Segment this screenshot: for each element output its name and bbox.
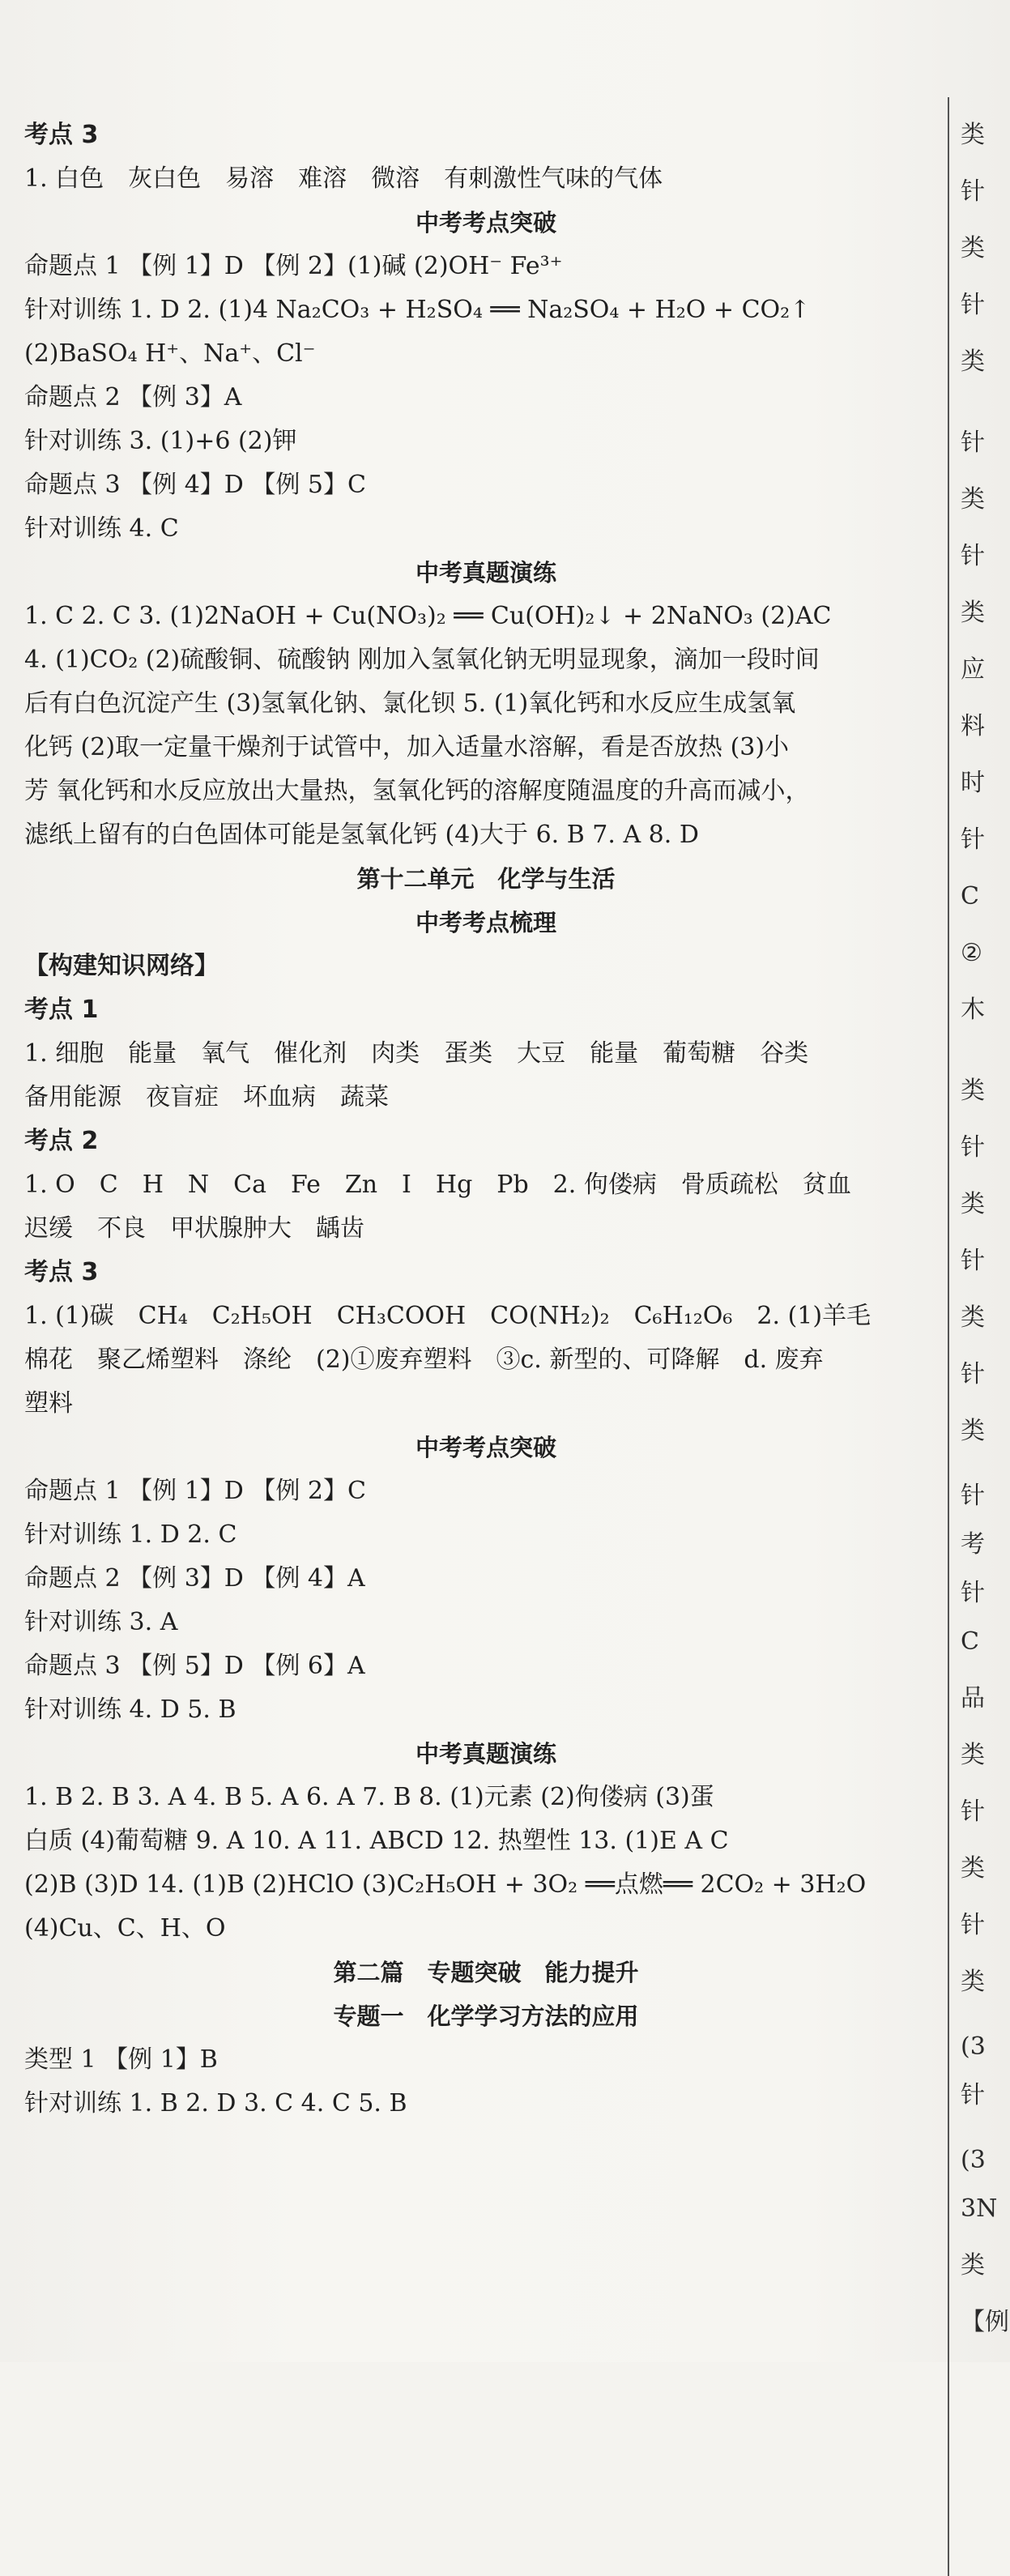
right-column-char: 应 bbox=[961, 655, 985, 684]
right-column-char: 针 bbox=[961, 1482, 985, 1510]
right-column-char: 木 bbox=[961, 996, 985, 1024]
right-column-char: 针 bbox=[961, 1360, 985, 1388]
right-column-char: 类 bbox=[961, 1854, 985, 1883]
right-column-char: (3 bbox=[961, 2146, 986, 2174]
right-column-char: 针 bbox=[961, 1911, 985, 1939]
section-label: 考点 3 bbox=[24, 1258, 99, 1286]
answer-line: (2)B (3)D 14. (1)B (2)HClO (3)C₂H₅OH + 3O₂ ══点燃══ 2CO₂ + 3H₂O bbox=[24, 1870, 867, 1899]
right-column-char: 针 bbox=[961, 542, 985, 570]
answer-column bbox=[24, 113, 948, 2126]
right-column-char: 类 bbox=[961, 1968, 985, 1996]
answer-line: 命题点 2 【例 3】A bbox=[24, 383, 242, 412]
answer-line: 针对训练 1. D 2. (1)4 Na₂CO₃ + H₂SO₄ ══ Na₂SO₄ + H₂O + CO₂↑ bbox=[24, 296, 811, 324]
right-column-char: 针 bbox=[961, 177, 985, 206]
answer-line: 滤纸上留有的白色固体可能是氢氧化钙 (4)大于 6. B 7. A 8. D bbox=[24, 821, 699, 849]
section-label: 【构建知识网络】 bbox=[24, 952, 219, 980]
right-column-char: 针 bbox=[961, 291, 985, 319]
section-title: 专题一 化学学习方法的应用 bbox=[333, 2002, 639, 2030]
right-column-char: 类 bbox=[961, 1077, 985, 1105]
right-column-char: 针 bbox=[961, 1579, 985, 1607]
right-column-char: 针 bbox=[961, 1247, 985, 1275]
right-column-char: 类 bbox=[961, 1417, 985, 1445]
right-column-char: C bbox=[961, 1627, 979, 1656]
right-column-fragment bbox=[956, 0, 1010, 2362]
section-title: 第二篇 专题突破 能力提升 bbox=[333, 1959, 639, 1986]
right-column-char: 类 bbox=[961, 485, 985, 514]
right-column-char: 3N bbox=[961, 2194, 998, 2223]
right-column-char: 针 bbox=[961, 429, 985, 457]
answer-line: 芳 氧化钙和水反应放出大量热，氢氧化钙的溶解度随温度的升高而减小， bbox=[24, 777, 810, 805]
answer-line: 命题点 3 【例 4】D 【例 5】C bbox=[24, 471, 366, 499]
right-column-char: 类 bbox=[961, 234, 985, 262]
answer-line: 命题点 1 【例 1】D 【例 2】(1)碱 (2)OH⁻ Fe³⁺ bbox=[24, 252, 563, 280]
answer-line: 针对训练 3. (1)+6 (2)钾 bbox=[24, 427, 297, 455]
answer-line: 后有白色沉淀产生 (3)氢氧化钠、氯化钡 5. (1)氧化钙和水反应生成氢氧 bbox=[24, 689, 796, 718]
answer-line: 命题点 3 【例 5】D 【例 6】A bbox=[24, 1652, 365, 1680]
section-title: 中考考点梳理 bbox=[415, 909, 556, 936]
column-divider bbox=[948, 97, 949, 2576]
right-column-char: 类 bbox=[961, 1741, 985, 1769]
section-title: 中考真题演练 bbox=[415, 559, 556, 586]
right-column-char: (3 bbox=[961, 2032, 986, 2061]
answer-line: 针对训练 3. A bbox=[24, 1608, 178, 1636]
answer-line: 化钙 (2)取一定量干燥剂于试管中，加入适量水溶解，看是否放热 (3)小 bbox=[24, 733, 790, 761]
right-column-char: 类 bbox=[961, 1303, 985, 1332]
section-label: 考点 3 bbox=[24, 121, 99, 149]
answer-line: 针对训练 1. B 2. D 3. C 4. C 5. B bbox=[24, 2089, 407, 2118]
answer-line: 迟缓 不良 甲状腺肿大 龋齿 bbox=[24, 1214, 364, 1243]
answer-line: 1. C 2. C 3. (1)2NaOH + Cu(NO₃)₂ ══ Cu(OH)₂↓ + 2NaNO₃ (2)AC bbox=[24, 602, 832, 630]
right-column-char: 类 bbox=[961, 599, 985, 627]
right-column-char: 考 bbox=[961, 1530, 985, 1559]
right-column-char: 类 bbox=[961, 348, 985, 376]
answer-line: 塑料 bbox=[24, 1389, 73, 1418]
section-title: 中考真题演练 bbox=[415, 1740, 556, 1768]
right-column-char: 针 bbox=[961, 2081, 985, 2109]
answer-line: 类型 1 【例 1】B bbox=[24, 2045, 218, 2074]
right-column-char: 类 bbox=[961, 2251, 985, 2280]
right-column-char: 针 bbox=[961, 1133, 985, 1162]
answer-line: 命题点 1 【例 1】D 【例 2】C bbox=[24, 1477, 366, 1505]
answer-line: 备用能源 夜盲症 坏血病 蔬菜 bbox=[24, 1083, 389, 1111]
section-title: 中考考点突破 bbox=[415, 1434, 556, 1461]
section-title: 中考考点突破 bbox=[415, 209, 556, 237]
right-column-char: 时 bbox=[961, 769, 985, 797]
answer-line: 1. B 2. B 3. A 4. B 5. A 6. A 7. B 8. (1)元素 (2)佝偻病 (3)蛋 bbox=[24, 1783, 714, 1811]
answer-line: 针对训练 1. D 2. C bbox=[24, 1520, 237, 1549]
answer-line: 棉花 聚乙烯塑料 涤纶 (2)①废弃塑料 ③c. 新型的、可降解 d. 废弃 bbox=[24, 1346, 824, 1374]
answer-line: (2)BaSO₄ H⁺、Na⁺、Cl⁻ bbox=[24, 339, 316, 368]
right-column-char: 类 bbox=[961, 1190, 985, 1218]
answer-line: 1. 细胞 能量 氧气 催化剂 肉类 蛋类 大豆 能量 葡萄糖 谷类 bbox=[24, 1039, 809, 1068]
answer-line: 白质 (4)葡萄糖 9. A 10. A 11. ABCD 12. 热塑性 13. (1)E A C bbox=[24, 1827, 729, 1855]
right-column-char: 类 bbox=[961, 121, 985, 149]
right-column-char: ② bbox=[961, 939, 982, 967]
answer-line: 1. O C H N Ca Fe Zn I Hg Pb 2. 佝偻病 骨质疏松 贫血 bbox=[24, 1171, 851, 1199]
right-column-char: C bbox=[961, 882, 979, 911]
right-column-char: 针 bbox=[961, 1798, 985, 1826]
right-column-char: 料 bbox=[961, 712, 985, 740]
answer-line: 针对训练 4. D 5. B bbox=[24, 1695, 237, 1724]
answer-line: 针对训练 4. C bbox=[24, 514, 179, 543]
answer-line: 1. 白色 灰白色 易溶 难溶 微溶 有刺激性气味的气体 bbox=[24, 164, 663, 193]
section-label: 考点 2 bbox=[24, 1127, 99, 1155]
section-label: 考点 1 bbox=[24, 996, 99, 1024]
answer-line: 4. (1)CO₂ (2)硫酸铜、硫酸钠 刚加入氢氧化钠无明显现象，滴加一段时间 bbox=[24, 646, 820, 674]
answer-line: (4)Cu、C、H、O bbox=[24, 1914, 226, 1943]
right-column-char: 品 bbox=[961, 1684, 985, 1712]
answer-line: 1. (1)碳 CH₄ C₂H₅OH CH₃COOH CO(NH₂)₂ C₆H₁₂O₆ 2. (1)羊毛 bbox=[24, 1302, 871, 1330]
right-column-char: 针 bbox=[961, 825, 985, 854]
answer-line: 命题点 2 【例 3】D 【例 4】A bbox=[24, 1564, 365, 1593]
section-title: 第十二单元 化学与生活 bbox=[356, 865, 616, 893]
right-column-char: 【例 bbox=[961, 2308, 1009, 2336]
